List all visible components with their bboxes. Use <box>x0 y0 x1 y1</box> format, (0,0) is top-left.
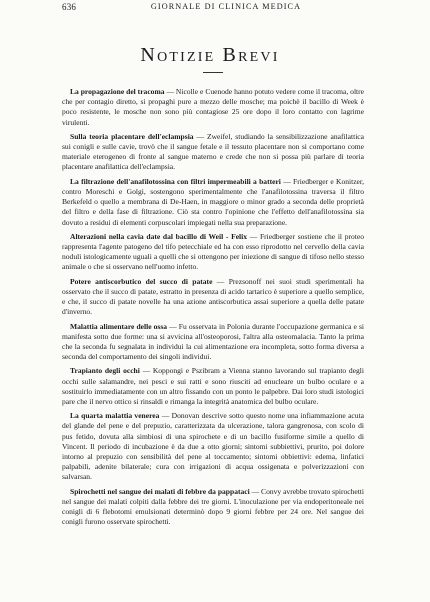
running-title: GIORNALE DI CLINICA MEDICA <box>150 2 302 11</box>
entry-ossa <box>62 322 364 363</box>
entry-tracoma <box>62 87 364 128</box>
entry-text: — Friedberger sostiene che il proteo rappresenta l'agente patogeno del tifo petecchiale ed ha con esso riprodotto nel cervello della cavia noduli istologicamente uguali a quelli che si ottengono per iniezione di sangue di tifoso nello stesso animale o che si osservano nell'uomo infetto. <box>62 231 364 272</box>
entry-text: — Zweifel, studiando la sensibilizzazione anafilattica sui conigli e sulle cavie, trovò che il sangue fetale e il tessuto placentare non si comportano come materiale eterogeneo di fronte al sangue materno e crede che non si possa più parlare di teoria placentare anafilattica dell'eclampsia. <box>62 131 364 172</box>
entry-patate <box>62 277 364 318</box>
entry-heading: La propagazione del tracoma <box>70 87 165 96</box>
entry-heading: La quarta malattia venerea <box>70 411 160 421</box>
entry-heading: Spirochetti nel sangue dei malati di febbre da pappataci <box>70 486 250 496</box>
running-header <box>62 2 362 14</box>
title-rule <box>203 72 223 73</box>
entry-spirochetti <box>62 487 364 528</box>
section-title: Notizie Brevi <box>140 44 280 66</box>
entry-anafilotossina <box>62 177 364 228</box>
news-entries <box>62 87 364 532</box>
entry-text: — Fu osservata in Polonia durante l'occupazione germanica e si manifesta sotto due forme: una si avvicina all'osteoporosi, l'altra alla osteomalacia. Tanto la prima che la seconda fu segnalata in individui la cui alimentazione era incompleta, sotto forma diversa a seconda del comportamento dei singoli individui. <box>62 321 364 362</box>
entry-text: — Prezsonoff nei suoi studi sperimentali ha osservato che il succo di patate, estratto in presenza di acido tartarico è superiore a quello semplice, e che, il succo di patate novelle ha una azione antiscorbutica assai superiore a quella delle patate d'inverno. <box>62 276 364 317</box>
entry-heading: Trapianto degli occhi <box>70 366 140 376</box>
entry-text: — Koppongi e Pszibram a Vienna stanno lavorando sul trapianto degli occhi sulle salamandre, nei pesci e sui ratti e sono riusciti ad enucleare un bulbo oculare e a sostituirlo immediatamente con un altro fissando con un ponto le palpebre. Dai loro studi istologici pare che il nervo ottico si rinsaldi e rimanga la integrità anatomica del bulbo oculare. <box>62 366 364 406</box>
entry-text: — Convy avrebbe trovato spirochetti nel sangue dei malati colpiti dalla febbre dei tre giorni. L'inoculazione per via endoperitoneale nei conigli di 6 flebotomi emulsionati determinò dopo 9 giorni febbre per 24 ore. Nel sangue dei conigli furono osservate spirochetti. <box>62 486 364 527</box>
entry-text: — Nicolle e Cuenode hanno potuto vedere come il tracoma, oltre che per contagio diretto, si propaghi pure a mezzo delle mosche; ma poichè il bacillo di Week è poco resistente, le mosche non sono più contagiose 25 ore dopo il loro contatto con lagrime virulenti. <box>62 87 364 127</box>
entry-eclampsia <box>62 132 364 173</box>
entry-weil-felix <box>62 232 364 273</box>
entry-heading: Alterazioni nella cavia date dal bacillo di Weil - Felix <box>70 231 248 241</box>
entry-trapianto <box>62 366 364 407</box>
entry-venerea <box>62 411 364 482</box>
entry-heading: Malattia alimentare delle ossa <box>70 321 168 331</box>
page-number: 636 <box>62 2 77 12</box>
entry-text: — Friedberger e Konitzer, contro Moreschi e Golgi, sostengono sperimentalmente che l'anafilotossina traversa il filtro Berkefeld o quello a membrana di De-Haen, in maggiore o minor grado a seconda delle proprietà del filtro e della fase di filtrazione. Ciò sta contro l'opinione che l'effetto dell'anafilotossina sia dovuto a residui di elementi corpuscolari impiegati nella sua preparazione. <box>62 176 364 227</box>
entry-heading: Potere antiscorbutico del succo di patate <box>70 276 213 286</box>
entry-heading: Sulla teoria placentare dell'eclampsia <box>70 131 194 141</box>
entry-text: — Donovan descrive sotto questo nome una infiammazione acuta del glande del pene e del prepuzio, caratterizzata da ulcerazione, talora gangrenosa, con scolo di pus fetido, dovuta alla simbiosi di una spirochete e di un bacillo fusiforme simile a quello di Vincent. Il periodo di incubazione è da due a otto giorni; sintomi subbiettivi, prurito, poi dolore intorno al prepuzio con sensibilità del pene al toccamento; sintomi obbiettivi: edema, linfatici palpabili, adenite bilaterale; cura con irrigazioni di acqua ossigenata e polverizzazioni con salvarsan. <box>62 411 364 482</box>
entry-heading: La filtrazione dell'anafilotossina con filtri impermeabili a batteri <box>70 176 281 186</box>
